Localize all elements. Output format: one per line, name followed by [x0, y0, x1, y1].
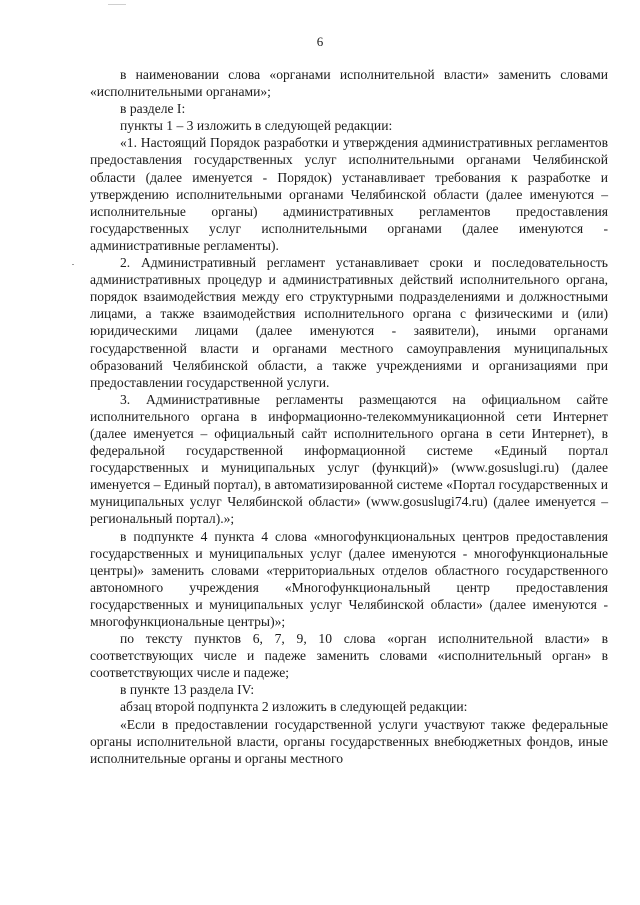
scan-artifact — [108, 4, 126, 5]
scan-artifact — [72, 264, 74, 265]
paragraph: «Если в предоставлении государственной услуги участвуют также федеральные органы исполнительной власти, органы государственных внебюджетных фондов, иные исполнительные органы и органы местного — [90, 716, 608, 766]
paragraph: в подпункте 4 пункта 4 слова «многофункциональных центров предоставления государственных и муниципальных услуг (далее именуются - многофункциональные центры)» заменить словами «территориальных отделов областного государственного автономного учреждения «Многофункциональный центр предоставления государственных и муниципальных услуг Челябинской области» (далее именуются - многофункциональные центры)»; — [90, 528, 608, 629]
paragraph: пункты 1 – 3 изложить в следующей редакции: — [120, 118, 393, 134]
paragraph: 3. Административные регламенты размещаются на официальном сайте исполнительного органа в информационно-телекоммуникационной сети Интернет (далее именуется – официальный сайт исполнительного органа в сети Интернет), в федеральной государственной информационной системе «Единый портал государственных и муниципальных услуг (функций)» (www.gosuslugi.ru) (далее именуется – Единый портал), в автоматизированной системе «Портал государственных и муниципальных услуг Челябинской области» (www.gosuslugi74.ru) (далее именуется – региональный портал).»; — [90, 391, 608, 527]
paragraph: в разделе I: — [120, 101, 186, 117]
paragraph: 2. Административный регламент устанавливает сроки и последовательность административных процедур и административных действий исполнительного органа, порядок взаимодействия между его структурными подразделениями и должностными лицами, а также взаимодействия исполнительного органа с физическими и (или) юридическими лицами (далее именуются - заявители), иными органами государственной власти и органами местного самоуправления муниципальных образований Челябинской области, а также учреждениями и организациями при предоставлении государственной услуги. — [90, 255, 608, 390]
paragraph: «1. Настоящий Порядок разработки и утверждения административных регламентов предоставления государственных услуг исполнительными органами Челябинской области (далее именуется - Порядок) устанавливает требования к разработке и утверждению исполнительными органами Челябинской области (далее именуются – исполнительные органы) административных регламентов предоставления государственных услуг исполнительными органами (далее именуются - административные регламенты). — [90, 135, 608, 253]
page-number: 6 — [316, 34, 324, 49]
paragraph: по тексту пунктов 6, 7, 9, 10 слова «орган исполнительной власти» в соответствующих числе и падеже заменить словами «исполнительный орган» в соответствующих числе и падеже; — [90, 631, 608, 681]
paragraph: в пункте 13 раздела IV: — [120, 682, 255, 698]
paragraph: абзац второй подпункта 2 изложить в следующей редакции: — [120, 699, 468, 715]
paragraph: в наименовании слова «органами исполнительной власти» заменить словами «исполнительными органами»; — [90, 67, 608, 100]
document-body — [90, 66, 608, 767]
